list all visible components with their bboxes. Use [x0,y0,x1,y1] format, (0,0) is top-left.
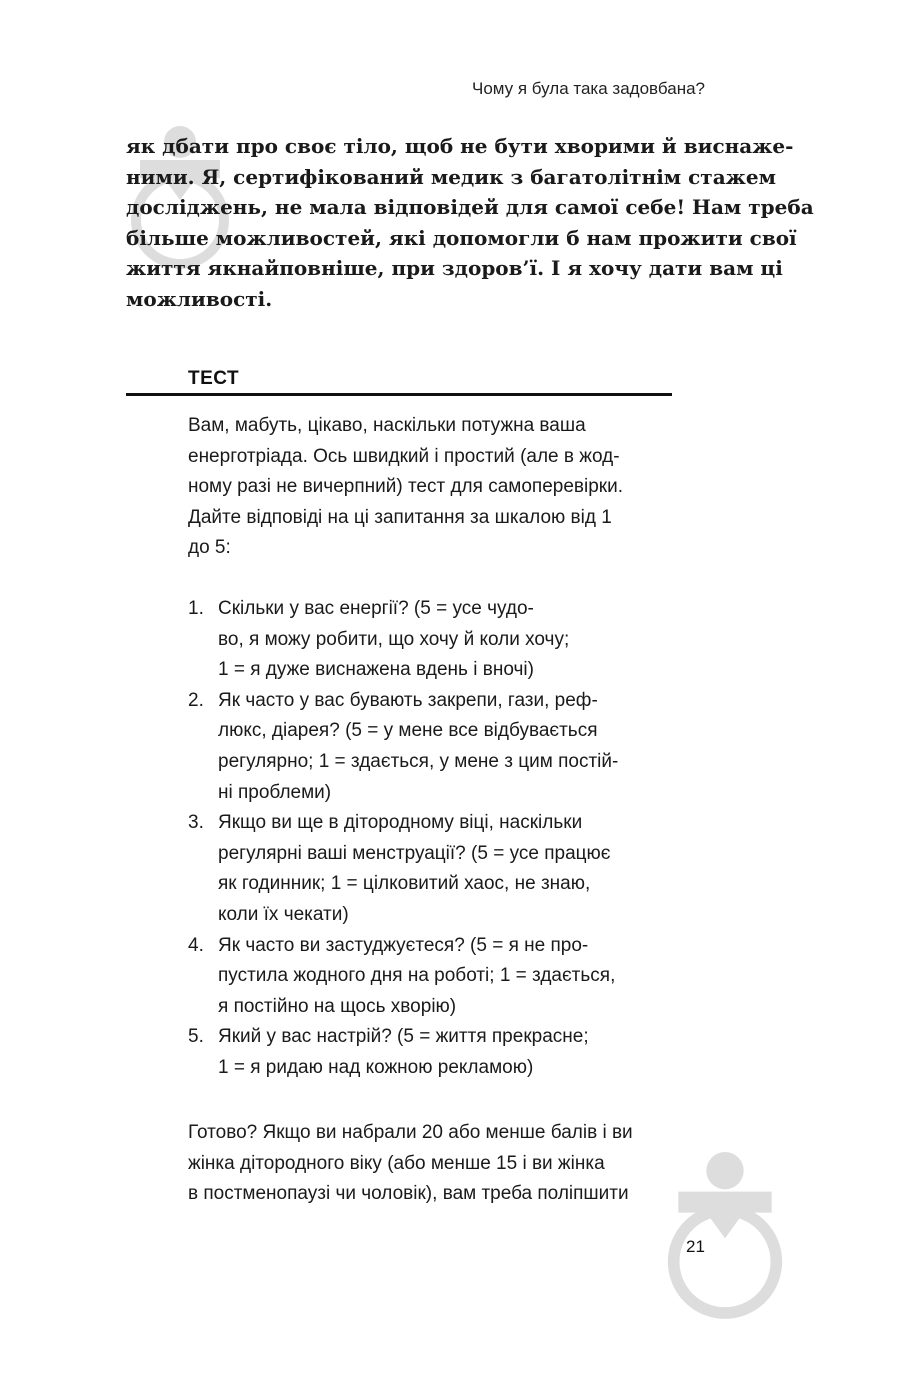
conclusion-line: Готово? Якщо ви набрали 20 або менше балів і ви [188,1122,633,1143]
question-line: Якщо ви ще в дітородному віці, наскільки [218,812,583,834]
question-line: 1 = я дуже виснажена вдень і вночі) [218,659,534,681]
question-line: люкс, діарея? (5 = у мене все відбувається [218,720,598,742]
test-question [188,686,618,808]
question-number: 4. [188,934,204,956]
test-heading: ТЕСТ [188,368,240,389]
test-question [188,808,618,930]
intro-line: можливості. [126,286,273,311]
test-intro-paragraph [188,411,623,564]
question-line: Як часто ви застуджуєтеся? (5 = я не про- [218,934,589,956]
test-question-list [188,594,618,1084]
intro-line: як дбати про своє тіло, щоб не бути хворими й виснаже- [126,134,794,158]
question-line: Як часто у вас бувають закрепи, гази, реф- [218,689,598,711]
intro-line: життя якнайповніше, при здоров’ї. І я хочу дати вам ці [126,256,783,280]
test-question [188,1022,618,1083]
conclusion-line: жінка дітородного віку (або менше 15 і ви жінка [188,1152,605,1174]
test-intro-line: енерготріада. Ось швидкий і простий (але в жод- [188,445,620,467]
test-intro-line: Вам, мабуть, цікаво, наскільки потужна ваша [188,415,586,436]
question-line: во, я можу робити, що хочу й коли хочу; [218,628,570,650]
section-divider [126,393,672,396]
question-line: Який у вас настрій? (5 = життя прекрасне; [218,1026,589,1048]
test-question [188,594,618,686]
question-line: коли їх чекати) [218,903,349,925]
test-intro-line: Дайте відповіді на ці запитання за шкалою від 1 [188,506,612,528]
question-number: 1. [188,598,204,619]
intro-line: більше можливостей, які допомогли б нам прожити свої [126,225,797,250]
watermark-logo-icon [655,1145,795,1320]
conclusion-paragraph [188,1118,633,1210]
question-line: 1 = я ридаю над кожною рекламою) [218,1056,534,1078]
question-number: 5. [188,1026,204,1048]
test-question [188,931,618,1023]
intro-paragraph [126,131,814,314]
question-line: як годинник; 1 = цілковитий хаос, не знаю, [218,873,591,895]
question-line: я постійно на щось хворію) [218,995,457,1017]
test-intro-line: ному разі не вичерпний) тест для самоперевірки. [188,476,623,498]
question-number: 2. [188,689,204,711]
question-line: регулярно; 1 = здається, у мене з цим постій- [218,750,619,772]
question-number: 3. [188,812,204,834]
running-header-title: Чому я була така задовбана? [471,79,705,98]
test-intro-line: до 5: [188,537,231,559]
conclusion-line: в постменопаузі чи чоловік), вам треба поліпшити [188,1183,629,1205]
intro-line: ними. Я, сертифікований медик з багатолітнім стажем [126,164,776,189]
intro-line: досліджень, не мала відповідей для самої себе! Нам треба [126,195,814,219]
question-line: пустила жодного дня на роботі; 1 = здається, [218,965,616,987]
page-number: 21 [686,1237,705,1256]
question-line: Скільки у вас енергії? (5 = усе чудо- [218,598,534,619]
question-line: регулярні ваші менструації? (5 = усе працює [218,842,611,864]
question-line: ні проблеми) [218,781,332,803]
